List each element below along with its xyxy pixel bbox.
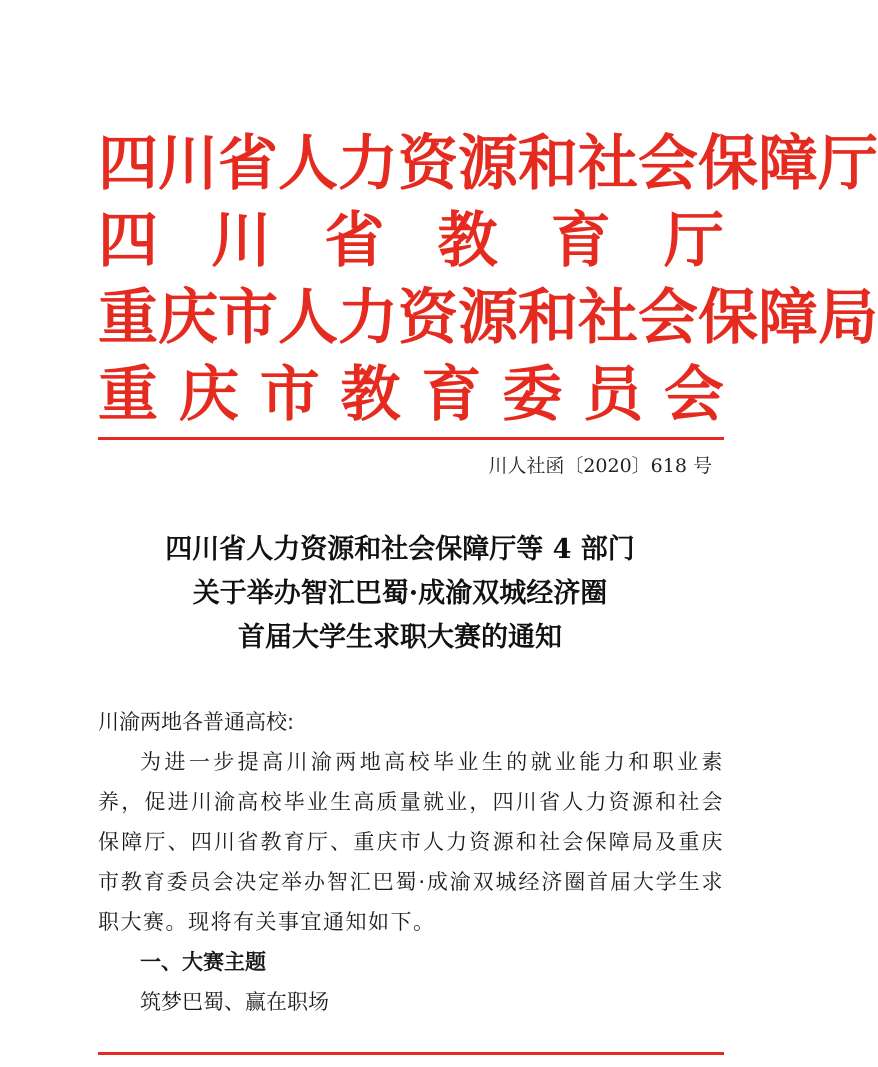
salutation: 川渝两地各普通高校:	[98, 710, 295, 734]
letterhead-char: 省	[218, 129, 278, 199]
letterhead-char: 社	[578, 283, 638, 353]
title-line-1: 四川省人力资源和社会保障厅等 4 部门	[165, 534, 635, 565]
letterhead-char: 员	[583, 360, 644, 430]
letterhead-char: 人	[278, 283, 338, 353]
letterhead-char: 保	[698, 129, 758, 199]
letterhead-char: 市	[259, 360, 320, 430]
letterhead	[98, 126, 878, 434]
letterhead-char: 源	[458, 129, 518, 199]
letterhead-char: 资	[398, 129, 458, 199]
letterhead-char: 四	[98, 206, 158, 276]
letterhead-char: 重	[98, 360, 158, 430]
letterhead-char: 育	[421, 360, 482, 430]
letterhead-char: 厅	[818, 129, 878, 199]
letterhead-char: 川	[158, 129, 218, 199]
footer-red-rule	[98, 1052, 724, 1055]
letterhead-line-4	[98, 357, 724, 434]
letterhead-char: 川	[211, 206, 272, 276]
letterhead-char: 源	[458, 283, 518, 353]
letterhead-char: 社	[578, 129, 638, 199]
letterhead-char: 厅	[663, 206, 724, 276]
letterhead-char: 保	[698, 283, 758, 353]
letterhead-char: 省	[324, 206, 385, 276]
document-body	[98, 702, 724, 1022]
section-text-1: 筑梦巴蜀、赢在职场	[140, 990, 329, 1014]
document-number: 川人社函〔2020〕618 号	[488, 455, 712, 477]
letterhead-char: 资	[398, 283, 458, 353]
section-heading-1: 一、大赛主题	[140, 950, 266, 974]
letterhead-red-rule	[98, 437, 724, 440]
letterhead-char: 和	[518, 283, 578, 353]
letterhead-char: 障	[758, 129, 818, 199]
letterhead-char: 障	[758, 283, 818, 353]
letterhead-char: 会	[638, 283, 698, 353]
letterhead-char: 力	[338, 129, 398, 199]
title-line-2: 关于举办智汇巴蜀·成渝双城经济圈	[192, 578, 608, 609]
letterhead-line-1	[98, 126, 878, 203]
letterhead-char: 市	[218, 283, 278, 353]
letterhead-char: 四	[98, 129, 158, 199]
intro-paragraph: 为进一步提高川渝两地高校毕业生的就业能力和职业素养，促进川渝高校毕业生高质量就业，四川省人力资源和社会保障厅、四川省教育厅、重庆市人力资源和社会保障局及重庆市教育委员会决定举办智汇巴蜀·成渝双城经济圈首届大学生求职大赛。现将有关事宜通知如下。	[98, 750, 724, 934]
letterhead-char: 庆	[178, 360, 239, 430]
letterhead-char: 会	[638, 129, 698, 199]
letterhead-char: 委	[502, 360, 563, 430]
title-line-3: 首届大学生求职大赛的通知	[238, 622, 562, 653]
letterhead-line-2	[98, 203, 724, 280]
letterhead-char: 力	[338, 283, 398, 353]
letterhead-char: 育	[550, 206, 611, 276]
document-title	[0, 528, 800, 660]
letterhead-char: 会	[663, 360, 724, 430]
letterhead-char: 教	[340, 360, 401, 430]
letterhead-char: 教	[437, 206, 498, 276]
letterhead-char: 和	[518, 129, 578, 199]
letterhead-char: 庆	[158, 283, 218, 353]
letterhead-char: 局	[818, 283, 878, 353]
letterhead-char: 重	[98, 283, 158, 353]
letterhead-char: 人	[278, 129, 338, 199]
letterhead-line-3	[98, 280, 878, 357]
